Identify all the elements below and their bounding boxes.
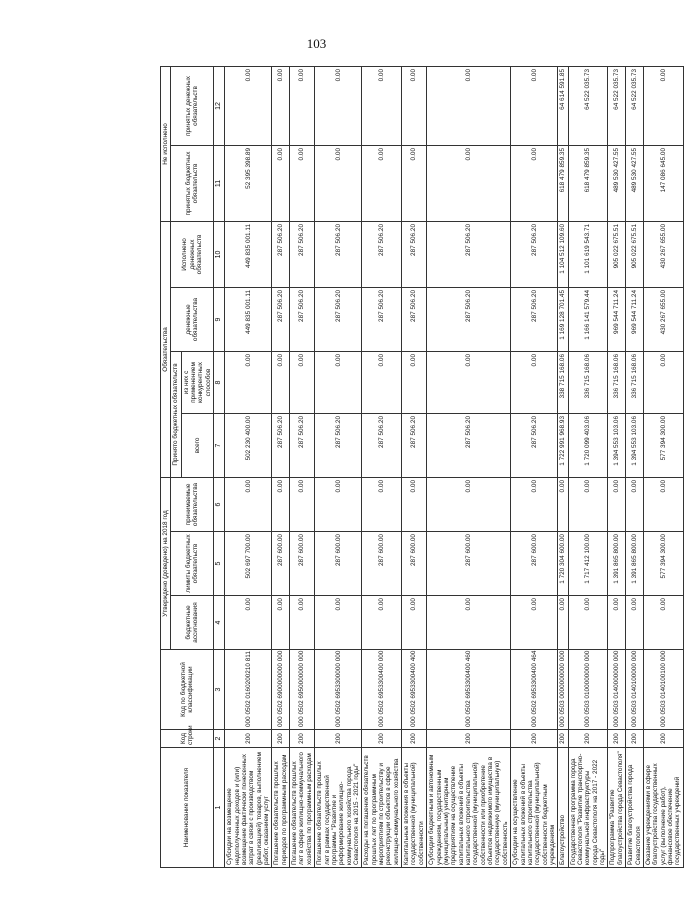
cell-accepted-total: 287 506.20 [402,413,427,477]
table-row [643,66,683,867]
header-name: Наименование показателя [161,748,214,868]
cell-accepted-total: 287 506.20 [272,413,290,477]
cell-limits: 577 394 300.00 [643,532,683,596]
cell-nf-accepted-money: 64 614 591.85 [558,66,568,145]
cell-competitive: 336 715 168.06 [626,351,644,413]
cell-nf-accepted-budget: 147 086 645.00 [643,145,683,221]
cell-accepted-total: 287 506.20 [315,413,362,477]
row-kbk: 000 0503 0000000000 000 [558,650,568,730]
table-row [427,66,511,867]
row-code: 200 [272,730,290,748]
column-number: 11 [214,145,225,221]
cell-accepted-obligations: 0.00 [402,477,427,531]
cell-accepted-total: 287 506.20 [511,413,558,477]
cell-limits: 1 720 304 600.00 [558,532,568,596]
cell-nf-accepted-budget: 0.00 [315,145,362,221]
cell-budget-assignments: 0.00 [608,596,626,650]
cell-nf-accepted-money: 0.00 [511,66,558,145]
cell-accepted-obligations: 0.00 [643,477,683,531]
cell-limits: 1 391 865 800.00 [608,532,626,596]
cell-nf-accepted-money: 0.00 [643,66,683,145]
cell-budget-assignments: 0.00 [290,596,315,650]
cell-budget-assignments: 0.00 [272,596,290,650]
row-code: 200 [511,730,558,748]
row-name: Субсидии на возмещение недополученных доходов и (или) возмещение фактически понесенных затрат в связи с производством (реализацией) товаров, выполнением работ, оказанием услуг [225,748,272,868]
cell-accepted-total: 287 506.20 [290,413,315,477]
row-kbk: 000 0503 0140100100 000 [643,650,683,730]
cell-accepted-obligations: 0.00 [362,477,402,531]
cell-accepted-obligations: 0.00 [568,477,608,531]
table-row [568,66,608,867]
row-code: 200 [643,730,683,748]
cell-accepted-obligations: 0.00 [225,477,272,531]
cell-competitive: 0.00 [427,351,511,413]
column-number: 9 [214,287,225,351]
cell-accepted-total: 287 506.20 [427,413,511,477]
header-nf-accepted-budget: принятых бюджетных обязательств [171,145,214,221]
cell-money-obligations: 287 506.20 [290,287,315,351]
column-number: 1 [214,748,225,868]
cell-money-obligations: 969 544 711.24 [626,287,644,351]
column-number: 3 [214,650,225,730]
header-obligations-group: Обязательства [161,221,171,477]
cell-fulfilled-money: 1 104 512 109.60 [558,221,568,287]
row-name: Благоустройство [558,748,568,868]
cell-competitive: 338 715 168.06 [558,351,568,413]
cell-budget-assignments: 0.00 [626,596,644,650]
table-row [402,66,427,867]
cell-accepted-obligations: 0.00 [626,477,644,531]
cell-accepted-total: 287 506.20 [362,413,402,477]
column-number-row [214,66,225,867]
row-name: Подпрограмма "Развитие благоустройства города Севастополя" [608,748,626,868]
row-code: 200 [608,730,626,748]
column-number: 12 [214,66,225,145]
row-name: Погашение обязательств прошлых периодов по программным расходам [272,748,290,868]
cell-fulfilled-money: 287 506.20 [402,221,427,287]
row-name: Оказание учреждениями в сфере благоустройства государственных услуг (выполнение работ), финансовое обеспечение государственных учреждений [643,748,683,868]
row-code: 200 [315,730,362,748]
row-kbk: 000 0502 6953300400 464 [511,650,558,730]
cell-budget-assignments: 0.00 [427,596,511,650]
cell-nf-accepted-budget: 0.00 [511,145,558,221]
page-number: 103 [306,36,327,51]
cell-fulfilled-money: 287 506.20 [290,221,315,287]
header-approved-group: Утверждено (доведено) на 2018 год [161,477,171,649]
column-number: 6 [214,477,225,531]
cell-competitive: 336 715 168.06 [608,351,626,413]
cell-competitive: 0.00 [643,351,683,413]
row-kbk: 000 0502 6953300000 000 [315,650,362,730]
cell-nf-accepted-budget: 0.00 [290,145,315,221]
row-kbk: 000 0503 0140100000 000 [626,650,644,730]
cell-nf-accepted-budget: 489 530 427.55 [626,145,644,221]
budget-execution-table [160,66,684,868]
row-kbk: 000 0503 0100000000 000 [568,650,608,730]
cell-budget-assignments: 0.00 [558,596,568,650]
cell-budget-assignments: 0.00 [643,596,683,650]
cell-accepted-obligations: 0.00 [608,477,626,531]
cell-money-obligations: 287 506.20 [272,287,290,351]
cell-nf-accepted-money: 64 522 035.73 [568,66,608,145]
header-budget-assignments: бюджетные ассигнования [171,596,214,650]
cell-money-obligations: 969 544 711.24 [608,287,626,351]
cell-competitive: 0.00 [511,351,558,413]
row-kbk: 000 0502 0160200210 811 [225,650,272,730]
cell-limits: 287 600.00 [315,532,362,596]
cell-nf-accepted-budget: 0.00 [362,145,402,221]
cell-nf-accepted-money: 0.00 [402,66,427,145]
header-fulfilled-money: Исполнено денежных обязательств [171,221,214,287]
table-row [272,66,290,867]
cell-nf-accepted-budget: 489 530 427.55 [608,145,626,221]
row-name: Государственная программа города Севастополя "Развитие транспортно-коммунальной инфраструктуры города Севастополя на 2017 - 2022 годы" [568,748,608,868]
cell-limits: 1 391 865 800.00 [626,532,644,596]
cell-nf-accepted-budget: 0.00 [427,145,511,221]
header-accepted-obligations: принимаемые обязательства [171,477,214,531]
cell-limits: 287 600.00 [272,532,290,596]
cell-accepted-obligations: 0.00 [290,477,315,531]
cell-budget-assignments: 0.00 [225,596,272,650]
row-code: 200 [290,730,315,748]
table-row [315,66,362,867]
header-money-obligations: денежные обязательства [171,287,214,351]
row-code: 200 [558,730,568,748]
cell-fulfilled-money: 905 022 675.51 [626,221,644,287]
row-code: 200 [362,730,402,748]
cell-competitive: 0.00 [290,351,315,413]
cell-accepted-obligations: 0.00 [272,477,290,531]
table-row [290,66,315,867]
cell-nf-accepted-budget: 618 479 859.35 [558,145,568,221]
cell-money-obligations: 287 506.20 [362,287,402,351]
header-competitive: из них с применением конкурентных способов [181,351,213,413]
cell-money-obligations: 1 169 128 701.45 [558,287,568,351]
table-row [626,66,644,867]
cell-budget-assignments: 0.00 [511,596,558,650]
cell-fulfilled-money: 430 267 655.00 [643,221,683,287]
cell-nf-accepted-budget: 0.00 [402,145,427,221]
cell-accepted-total: 1 720 099 403.06 [568,413,608,477]
cell-money-obligations: 1 166 141 579.44 [568,287,608,351]
row-code: 200 [626,730,644,748]
cell-nf-accepted-money: 0.00 [315,66,362,145]
cell-accepted-total: 502 230 400.00 [225,413,272,477]
cell-competitive: 0.00 [225,351,272,413]
table-row [511,66,558,867]
table-row [608,66,626,867]
cell-nf-accepted-money: 0.00 [427,66,511,145]
cell-competitive: 0.00 [272,351,290,413]
cell-competitive: 336 715 168.06 [568,351,608,413]
row-kbk: 000 0502 6953300400 000 [362,650,402,730]
cell-budget-assignments: 0.00 [568,596,608,650]
cell-competitive: 0.00 [362,351,402,413]
rotated-table-container [160,67,682,868]
cell-limits: 287 600.00 [511,532,558,596]
cell-accepted-obligations: 0.00 [315,477,362,531]
cell-nf-accepted-money: 0.00 [225,66,272,145]
table-row [362,66,402,867]
cell-nf-accepted-money: 0.00 [290,66,315,145]
cell-accepted-obligations: 0.00 [511,477,558,531]
cell-money-obligations: 287 506.20 [511,287,558,351]
header-not-fulfilled-group: Не исполнено [161,66,171,221]
row-code: 200 [402,730,427,748]
cell-nf-accepted-budget: 0.00 [272,145,290,221]
cell-accepted-total: 1 394 553 103.06 [608,413,626,477]
row-name: Погашение обязательств прошлых лет в сфере жилищно-коммунального хозяйства по программным расходам [290,748,315,868]
row-name: Расходы на погашение обязательств прошлых лет по программным мероприятиям по строительству и реконструкции объектов в сфере жилищно-коммунального хозяйства [362,748,402,868]
cell-fulfilled-money: 905 022 675.51 [608,221,626,287]
row-name: Субсидии на осуществление капитальных вложений в объекты капитального строительства государственной (муниципальной) собственности бюджетным учреждениям [511,748,558,868]
cell-money-obligations: 449 835 001.11 [225,287,272,351]
cell-accepted-obligations: 0.00 [558,477,568,531]
cell-nf-accepted-money: 64 522 035.73 [608,66,626,145]
cell-nf-accepted-budget: 52 395 398.89 [225,145,272,221]
cell-money-obligations: 287 506.20 [427,287,511,351]
cell-budget-assignments: 0.00 [315,596,362,650]
header-kbk: Код по бюджетной классификации [161,650,214,730]
cell-limits: 502 697 700.00 [225,532,272,596]
cell-money-obligations: 287 506.20 [315,287,362,351]
cell-competitive: 0.00 [315,351,362,413]
row-code: 200 [427,730,511,748]
cell-fulfilled-money: 287 506.20 [511,221,558,287]
header-code: Код строки [161,730,214,748]
column-number: 7 [214,413,225,477]
cell-limits: 287 600.00 [290,532,315,596]
column-number: 8 [214,351,225,413]
cell-fulfilled-money: 287 506.20 [362,221,402,287]
cell-competitive: 0.00 [402,351,427,413]
column-number: 10 [214,221,225,287]
column-number: 4 [214,596,225,650]
table-row [558,66,568,867]
cell-money-obligations: 430 267 655.00 [643,287,683,351]
cell-fulfilled-money: 287 506.20 [427,221,511,287]
cell-nf-accepted-money: 64 522 035.73 [626,66,644,145]
header-nf-accepted-money: принятых денежных обязательств [171,66,214,145]
row-code: 200 [225,730,272,748]
row-name: Субсидии бюджетным и автономным учреждениям, государственным (муниципальным) унитарным предприятиям на осуществление капитальных вложений в объекты капитального строительства государственной (муниципальной) собственности или приобретение объектов недвижимого имущества в государственную (муниципальную) собственность [427,748,511,868]
cell-nf-accepted-money: 0.00 [362,66,402,145]
row-kbk: 000 0502 6953300400 400 [402,650,427,730]
cell-money-obligations: 287 506.20 [402,287,427,351]
cell-fulfilled-money: 449 835 001.11 [225,221,272,287]
header-total: всего [181,413,213,477]
column-number: 2 [214,730,225,748]
column-number: 5 [214,532,225,596]
row-kbk: 000 0503 0140000000 000 [608,650,626,730]
cell-limits: 1 717 412 100.00 [568,532,608,596]
row-code: 200 [568,730,608,748]
table-row [225,66,272,867]
cell-limits: 287 600.00 [402,532,427,596]
table-body [225,66,683,867]
cell-limits: 287 600.00 [427,532,511,596]
cell-accepted-total: 1 722 991 968.93 [558,413,568,477]
row-name: Развитие благоустройства города Севастополя [626,748,644,868]
cell-fulfilled-money: 1 101 619 543.71 [568,221,608,287]
cell-nf-accepted-money: 0.00 [272,66,290,145]
cell-fulfilled-money: 287 506.20 [315,221,362,287]
cell-accepted-total: 577 394 300.00 [643,413,683,477]
cell-fulfilled-money: 287 506.20 [272,221,290,287]
row-kbk: 000 0502 6900000000 000 [272,650,290,730]
row-kbk: 000 0502 6950000000 000 [290,650,315,730]
cell-accepted-total: 1 394 553 103.06 [626,413,644,477]
row-name: Капитальные вложения в объекты государственной (муниципальной) собственности [402,748,427,868]
header-accepted-budget-group: Принято бюджетных обязательств [171,351,181,477]
cell-limits: 287 600.00 [362,532,402,596]
cell-budget-assignments: 0.00 [402,596,427,650]
cell-nf-accepted-budget: 618 479 859.35 [568,145,608,221]
cell-budget-assignments: 0.00 [362,596,402,650]
cell-accepted-obligations: 0.00 [427,477,511,531]
header-limits: лимиты бюджетных обязательств [171,532,214,596]
row-kbk: 000 0502 6953300400 460 [427,650,511,730]
row-name: Погашение обязательств прошлых лет в рамках государственной программы "Развитие и реформирование жилищно-коммунального хозяйства города Севастополя на 2015 - 2021 годы" [315,748,362,868]
